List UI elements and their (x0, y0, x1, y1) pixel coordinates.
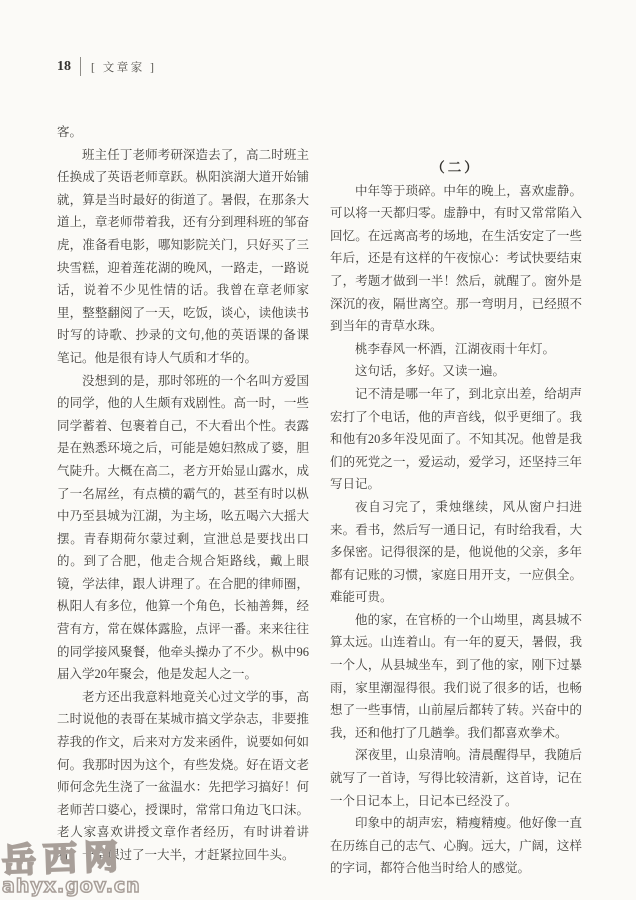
page-header (57, 57, 156, 76)
header-divider (80, 57, 81, 76)
paragraph: 记不清是哪一年了，到北京出差，给胡声宏打了个电话，他的声音线，似乎更细了。我和他有20多年没见面了。不知其况。他曾是我们的死党之一，爱运动，爱学习，还坚持三年写日记。 (330, 386, 582, 492)
paragraph: 他的家，在官桥的一个山坳里，离县城不算太远。山连着山。有一年的夏天，暑假，我一个人，从县城坐车，到了他的家，刚下过暴雨，家里潮湿得很。我们说了很多的话，也畅想了一些事情，山前屋后都转了转。兴奋中的我，还和他打了几趟拳。我们都喜欢拳术。 (330, 612, 582, 740)
right-column (330, 121, 582, 880)
paragraph-continuation: 客。 (57, 125, 83, 139)
watermark-site-name: 岳西网 (1, 837, 126, 882)
paragraph: 夜自习完了，秉烛继续，风从窗户扫进来。看书，然后写一通日记，有时给我看，大多保密。记得很深的是，他说他的父亲，多年都有记账的习惯，家庭日用开支，一应俱全。难能可贵。 (330, 499, 582, 605)
paragraph: 深夜里，山泉清响。清晨醒得早，我随后就写了一首诗，写得比较清新，这首诗，记在一个日记本上，日记本已经没了。 (330, 748, 582, 808)
page-number: 18 (57, 58, 71, 74)
left-column (57, 121, 309, 867)
watermark-site-url: ahyx.gov.cn (2, 875, 141, 897)
paragraph: 中年等于琐碎。中年的晚上，喜欢虚静。可以将一天都归零。虚静中，有时又常常陷入回忆。在远离高考的场地，在生活安定了一些年后，还是有这样的午夜惊心：考试快要结束了，考题才做到一半！然后，就醒了。窗外是深沉的夜，隔世离空。那一弯明月，已经照不到当年的青草水珠。 (330, 183, 582, 334)
paragraph: 印象中的胡声宏，精瘦精瘦。他好像一直在历练自己的志气、心胸。远大，广阔，这样的字词，都符合他当时给人的感觉。 (330, 816, 582, 876)
paragraph-quote: 桃李春风一杯酒，江湖夜雨十年灯。 (355, 341, 556, 356)
section-label: [ 文章家 ] (91, 61, 157, 74)
paragraph: 老方还出我意料地竟关心过文学的事，高二时说他的表哥在某城市搞文学杂志，非要推荐我的作文，后来对方发来函件，说要如何如何。我那时因为这个，有些发烧。好在语文老师何念先生浇了一盆温水：先把学习搞好！何老师苦口婆心，授课时，常常口角边飞口沫。老人家喜欢讲授文章作者经历，有时讲着讲着，一堂课过了一大半，才赶紧拉回牛头。 (57, 689, 309, 862)
paragraph: 这句话，多好。又读一遍。 (355, 364, 506, 379)
paragraph: 班主任丁老师考研深造去了，高二时班主任换成了英语老师章跃。枞阳滨湖大道开始铺就，算是当时最好的街道了。暑假，在那条大道上，章老师带着我，还有分到理科班的邹奋虎，准备看电影，哪知影院关门，只好买了三块雪糕，迎着莲花湖的晚风，一路走，一路说话，说着不少见性情的话。我曾在章老师家里，整整翻阅了一天，吃饭，谈心，读他读书时写的诗歌、抄录的文句,他的英语课的备课笔记。他是很有诗人气质和才华的。 (57, 147, 309, 365)
section-heading: （二） (431, 160, 481, 175)
paragraph: 没想到的是，那时邻班的一个名叫方爱国的同学，他的人生颇有戏剧性。高一时，一些同学蓄着、包裹着自己，不大看出个性。表露是在熟悉环境之后，可能是媳妇熬成了婆，胆气陡升。大概在高二，老方开始显山露水，成了一名屌丝，有点横的霸气的，甚至有时以枞中乃至县城为江湖，为主场，吆五喝六大摇大摆。青春期荷尔蒙过剩，宣泄总是要找出口的。到了合肥，他走合规合矩路线，戴上眼镜，学法律，跟人讲理了。在合肥的律师圈，枞阳人有多位，他算一个角色，长袖善舞，经营有方，常在媒体露脸，点评一番。来来往往的同学接风聚餐，他牵头操办了不少。枞中96届入学20年聚会，他是发起人之一。 (57, 373, 309, 682)
